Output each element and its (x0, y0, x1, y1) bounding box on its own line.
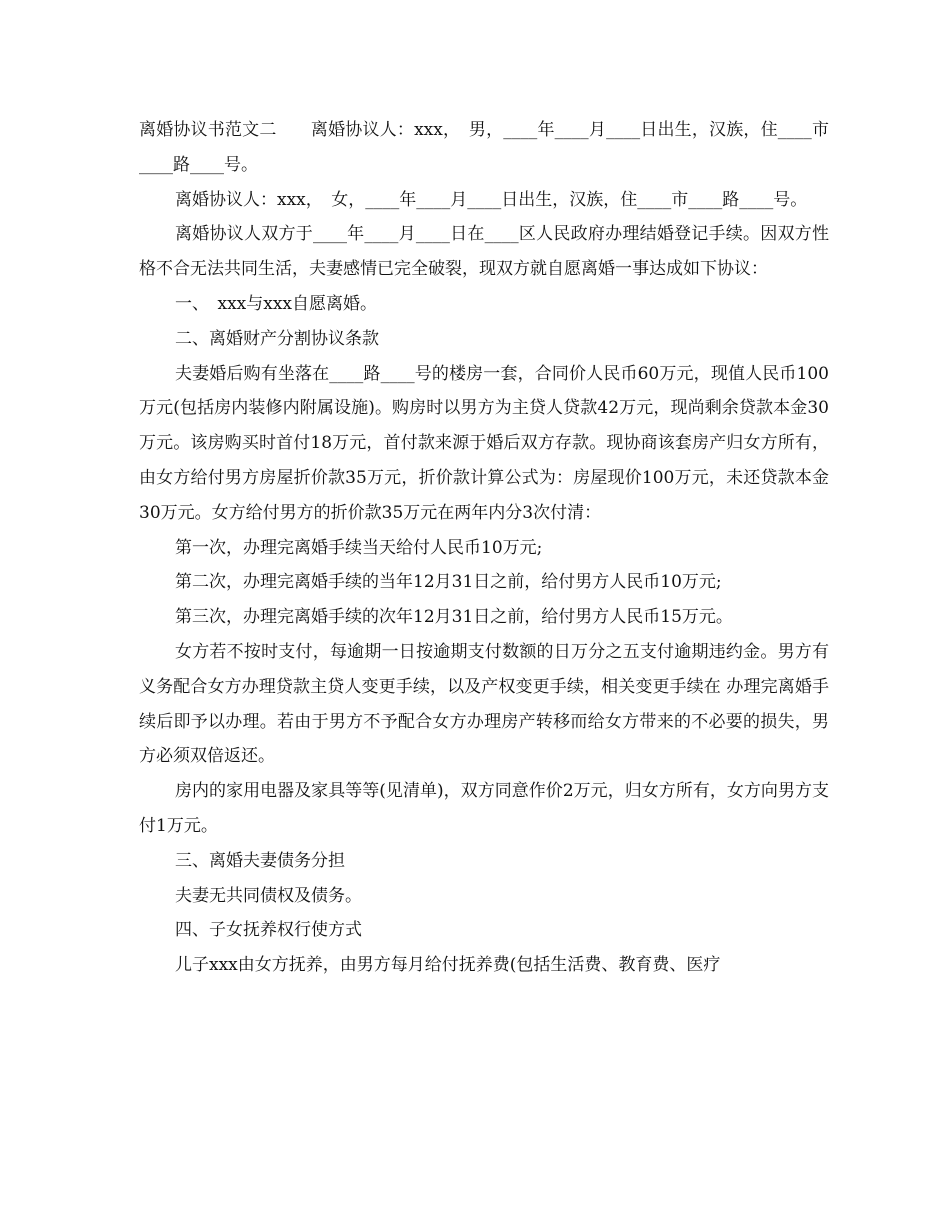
paragraph-property-house: 夫妻婚后购有坐落在____路____号的楼房一套，合同价人民币60万元，现值人民币100 万元(包括房内装修内附属设施)。购房时以男方为主贷人贷款42万元，现尚剩余贷款本金30万元。该房购买时首付18万元，首付款来源于婚后双方存款。现协商该套房产归女方所有，由女方给付男方房屋折价款35万元，折价款计算公式为：房屋现价100万元，未还贷款本金30万元。女方给付男方的折价款35万元在两年内分3次付清： (139, 363, 835, 523)
clause-1-heading: 一、 xxx与xxx自愿离婚。 (175, 293, 378, 314)
paragraph-child-custody: 儿子xxx由女方抚养，由男方每月给付抚养费(包括生活费、教育费、医疗 (175, 955, 721, 976)
payment-installment-1: 第一次，办理完离婚手续当天给付人民币10万元; (175, 537, 543, 558)
document-body (139, 113, 835, 983)
paragraph-no-debts: 夫妻无共同债权及债务。 (175, 885, 362, 906)
clause-4-heading: 四、子女抚养权行使方式 (175, 920, 362, 941)
clause-2-heading: 二、离婚财产分割协议条款 (175, 328, 379, 349)
paragraph-late-payment: 女方若不按时支付，每逾期一日按逾期支付数额的日万分之五支付逾期违约金。男方有义务配合女方办理贷款主贷人变更手续，以及产权变更手续，相关变更手续在 办理完离婚手续后即予以办理。若由于男方不予配合女方办理房产转移而给女方带来的不必要的损失，男方必须双倍返还。 (139, 641, 829, 767)
paragraph-title-and-party-male: 离婚协议书范文二 离婚协议人：xxx， 男，____年____月____日出生，汉族，住____市____路____号。 (139, 120, 829, 175)
paragraph-marriage-registration: 离婚协议人双方于____年____月____日在____区人民政府办理结婚登记手续。因双方性格不合无法共同生活，夫妻感情已完全破裂，现双方就自愿离婚一事达成如下协议： (139, 224, 829, 280)
payment-installment-3: 第三次，办理完离婚手续的次年12月31日之前，给付男方人民币15万元。 (175, 607, 733, 628)
clause-3-heading: 三、离婚夫妻债务分担 (175, 850, 345, 871)
paragraph-party-female: 离婚协议人：xxx， 女，____年____月____日出生，汉族，住____市____路____号。 (175, 189, 808, 210)
payment-installment-2: 第二次，办理完离婚手续的当年12月31日之前，给付男方人民币10万元; (175, 572, 722, 593)
paragraph-appliances-furniture: 房内的家用电器及家具等等(见清单)，双方同意作价2万元，归女方所有，女方向男方支付1万元。 (139, 781, 829, 836)
